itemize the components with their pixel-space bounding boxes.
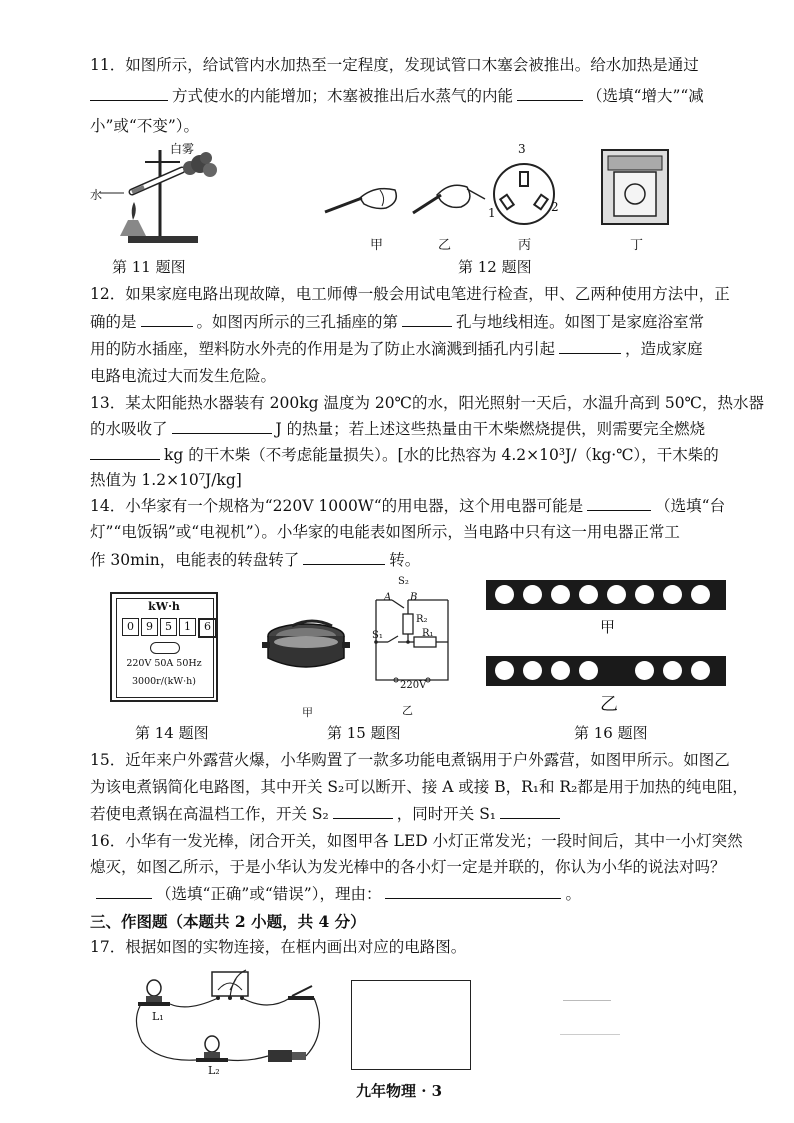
socket-number-3: 3 [518,142,526,156]
led-bar-jia [486,580,726,610]
socket-number-1: 1 [488,206,496,220]
fig15-label-jia: 甲 [302,706,313,719]
figure-12a-pen-hand [320,180,405,220]
led-light-on [663,585,682,604]
meter-digit: 0 [122,618,139,636]
q11-blank-2[interactable] [517,86,583,101]
q16-blank-2[interactable] [385,884,561,899]
faint-mark [560,1034,620,1035]
q13-line2b-text: J 的热量；若上述这些热量由干木柴燃烧提供，则需要完全燃烧 [275,420,706,438]
led-light-on [551,661,570,680]
fig12-label-bing: 丙 [518,238,532,253]
q12-line2c-text: 孔与地线相连。如图丁是家庭浴室常 [456,313,705,331]
q12-line3 [90,339,703,359]
q12-blank-3[interactable] [559,339,621,354]
q16-blank-1[interactable] [96,884,152,899]
faint-mark [563,1000,611,1001]
led-bar-yi [486,656,726,686]
meter-digit-decimal: 6 [198,618,217,638]
q14-line1 [90,496,725,516]
led-light-off [607,661,626,680]
led-light-on [523,661,542,680]
q13-line4: 热值为 1.2×10⁷J/kg] [90,471,242,489]
meter-spec: 220V 50A 50Hz [126,658,202,669]
led-light-on [495,661,514,680]
meter-digit: 5 [160,618,177,636]
q11-line3: 小”或“不变”）。 [90,117,200,135]
q12-blank-2[interactable] [402,312,452,327]
led-light-on [579,585,598,604]
meter-rev: 3000r/(kW·h) [132,676,196,687]
electric-meter [110,592,218,702]
fig17-label-l2: L₂ [208,1064,220,1077]
fig16-label-yi: 乙 [600,694,618,715]
led-light-on [635,661,654,680]
led-light-on [495,585,514,604]
q12-line4: 电路电流过大而发生危险。 [90,367,277,385]
q12-line3a-text: 用的防水插座，塑料防水外壳的作用是为了防止水滴溅到插孔内引起 [90,340,556,358]
circuit-label-a: A [384,592,392,603]
fig11-smoke-label: 白雾 [170,142,195,156]
led-light-on [663,661,682,680]
q14-line3 [90,550,420,570]
q16-line3 [90,884,581,904]
led-light-on [551,585,570,604]
meter-digits [122,618,217,638]
q16-line1: 16．小华有一发光棒，闭合开关，如图甲各 LED 小灯正常发光；一段时间后，其中一小灯突然 [90,832,743,850]
q16-line3b-text: 。 [565,885,581,903]
led-light-on [691,661,710,680]
q11-blank-1[interactable] [90,86,168,101]
led-light-on [607,585,626,604]
fig15-label-yi: 乙 [402,704,413,717]
q15-line1: 15．近年来户外露营火爆，小华购置了一款多功能电煮锅用于户外露营，如图甲所示。如图乙 [90,751,730,769]
q15-blank-1[interactable] [333,804,393,819]
socket-number-2: 2 [551,200,559,214]
led-light-on [523,585,542,604]
q12-line2b-text: 。如图丙所示的三孔插座的第 [196,313,399,331]
circuit-label-b: B [410,592,418,603]
meter-digit: 9 [141,618,158,636]
led-light-on [579,661,598,680]
meter-digit: 1 [179,618,196,636]
meter-unit: kW·h [148,600,180,613]
q14-line3a-text: 作 30min，电能表的转盘转了 [90,551,300,569]
fig17-label-l1: L₁ [152,1010,164,1023]
q12-blank-1[interactable] [141,312,193,327]
circuit-label-r2: R₂ [416,614,428,625]
q14-line2: 灯”“电饭锅”或“电视机”）。小华家的电能表如图所示，当电路中只有这一用电器正常工 [90,523,680,541]
circuit-label-220v: 220V [400,680,427,691]
q15-line3b-text: ，同时开关 S₁ [396,805,497,823]
q12-line1: 12．如果家庭电路出现故障，电工师傅一般会用试电笔进行检查，甲、乙两种使用方法中，正 [90,285,730,303]
q12-line2 [90,312,704,332]
q15-line3 [90,804,564,824]
q16-line3a-text: （选填“正确”或“错误”），理由： [156,885,382,903]
q16-line2: 熄灭，如图乙所示，于是小华认为发光棒中的各小灯一定是并联的，你认为小华的说法对吗？ [90,858,726,876]
q11-line2 [90,86,704,106]
led-light-on [691,585,710,604]
fig12-label-jia: 甲 [370,238,384,253]
q13-blank-1[interactable] [172,419,272,434]
circuit-label-s2: S₂ [398,576,409,587]
q15-line3a-text: 若使电煮锅在高温档工作，开关 S₂ [90,805,329,823]
fig11-water-label: 水 [90,188,103,202]
q15-blank-2[interactable] [500,804,560,819]
page-footer: 九年物理 · 3 [356,1082,443,1100]
q13-line3 [90,445,719,465]
fig12-caption: 第 12 题图 [458,258,532,276]
q15-line2: 为该电煮锅简化电路图，其中开关 S₂可以断开、接 A 或接 B，R₁和 R₂都是用于加热的纯电阻， [90,778,748,796]
q14-line3b-text: 转。 [389,551,421,569]
fig15-caption: 第 15 题图 [327,724,401,742]
q14-line1b-text: （选填“台 [655,497,726,515]
q14-blank-2[interactable] [303,550,385,565]
q11-line2a-text: 方式使水的内能增加；木塞被推出后水蒸气的内能 [172,87,514,105]
q13-line3a-text: kg 的干木柴（不考虑能量损失）。[水的比热容为 4.2×10³J/（kg·℃），干木柴的 [164,446,719,464]
fig12-label-yi: 乙 [438,238,452,253]
figure-12c-socket [488,150,560,230]
led-light-on [635,585,654,604]
q13-line2 [90,419,705,439]
meter-dial [150,642,180,654]
figure-12d-waterproof-socket [600,148,670,226]
circuit-label-r1: R₁ [422,628,434,639]
fig11-caption: 第 11 题图 [112,258,186,276]
q12-line2a-text: 确的是 [90,313,137,331]
figure-12b-pen-hand [405,175,490,220]
answer-drawing-box[interactable] [351,980,471,1070]
circuit-label-s1: S₁ [372,630,383,641]
q14-blank-1[interactable] [587,496,651,511]
q11-line1: 11．如图所示，给试管内水加热至一定程度，发现试管口木塞会被推出。给水加热是通过 [90,56,699,74]
q12-line3b-text: ，造成家庭 [625,340,703,358]
figure-15a-electric-pot [262,612,350,682]
fig16-caption: 第 16 题图 [574,724,648,742]
figure-11-test-tube [100,140,220,250]
q13-line1: 13．某太阳能热水器装有 200kg 温度为 20℃的水，阳光照射一天后，水温升高到 50℃，热水器 [90,394,764,412]
q13-line2a-text: 的水吸收了 [90,420,168,438]
q14-line1a-text: 14．小华家有一个规格为“220V 1000W“的用电器，这个用电器可能是 [90,497,584,515]
fig14-caption: 第 14 题图 [135,724,209,742]
fig16-label-jia: 甲 [600,618,616,636]
section-3-title: 三、作图题（本题共 2 小题，共 4 分） [90,912,366,931]
q11-line2b-text: （选填“增大”“减 [587,87,704,105]
q17-line1: 17．根据如图的实物连接，在框内画出对应的电路图。 [90,938,467,956]
q13-blank-2[interactable] [90,445,160,460]
fig12-label-ding: 丁 [630,238,644,253]
